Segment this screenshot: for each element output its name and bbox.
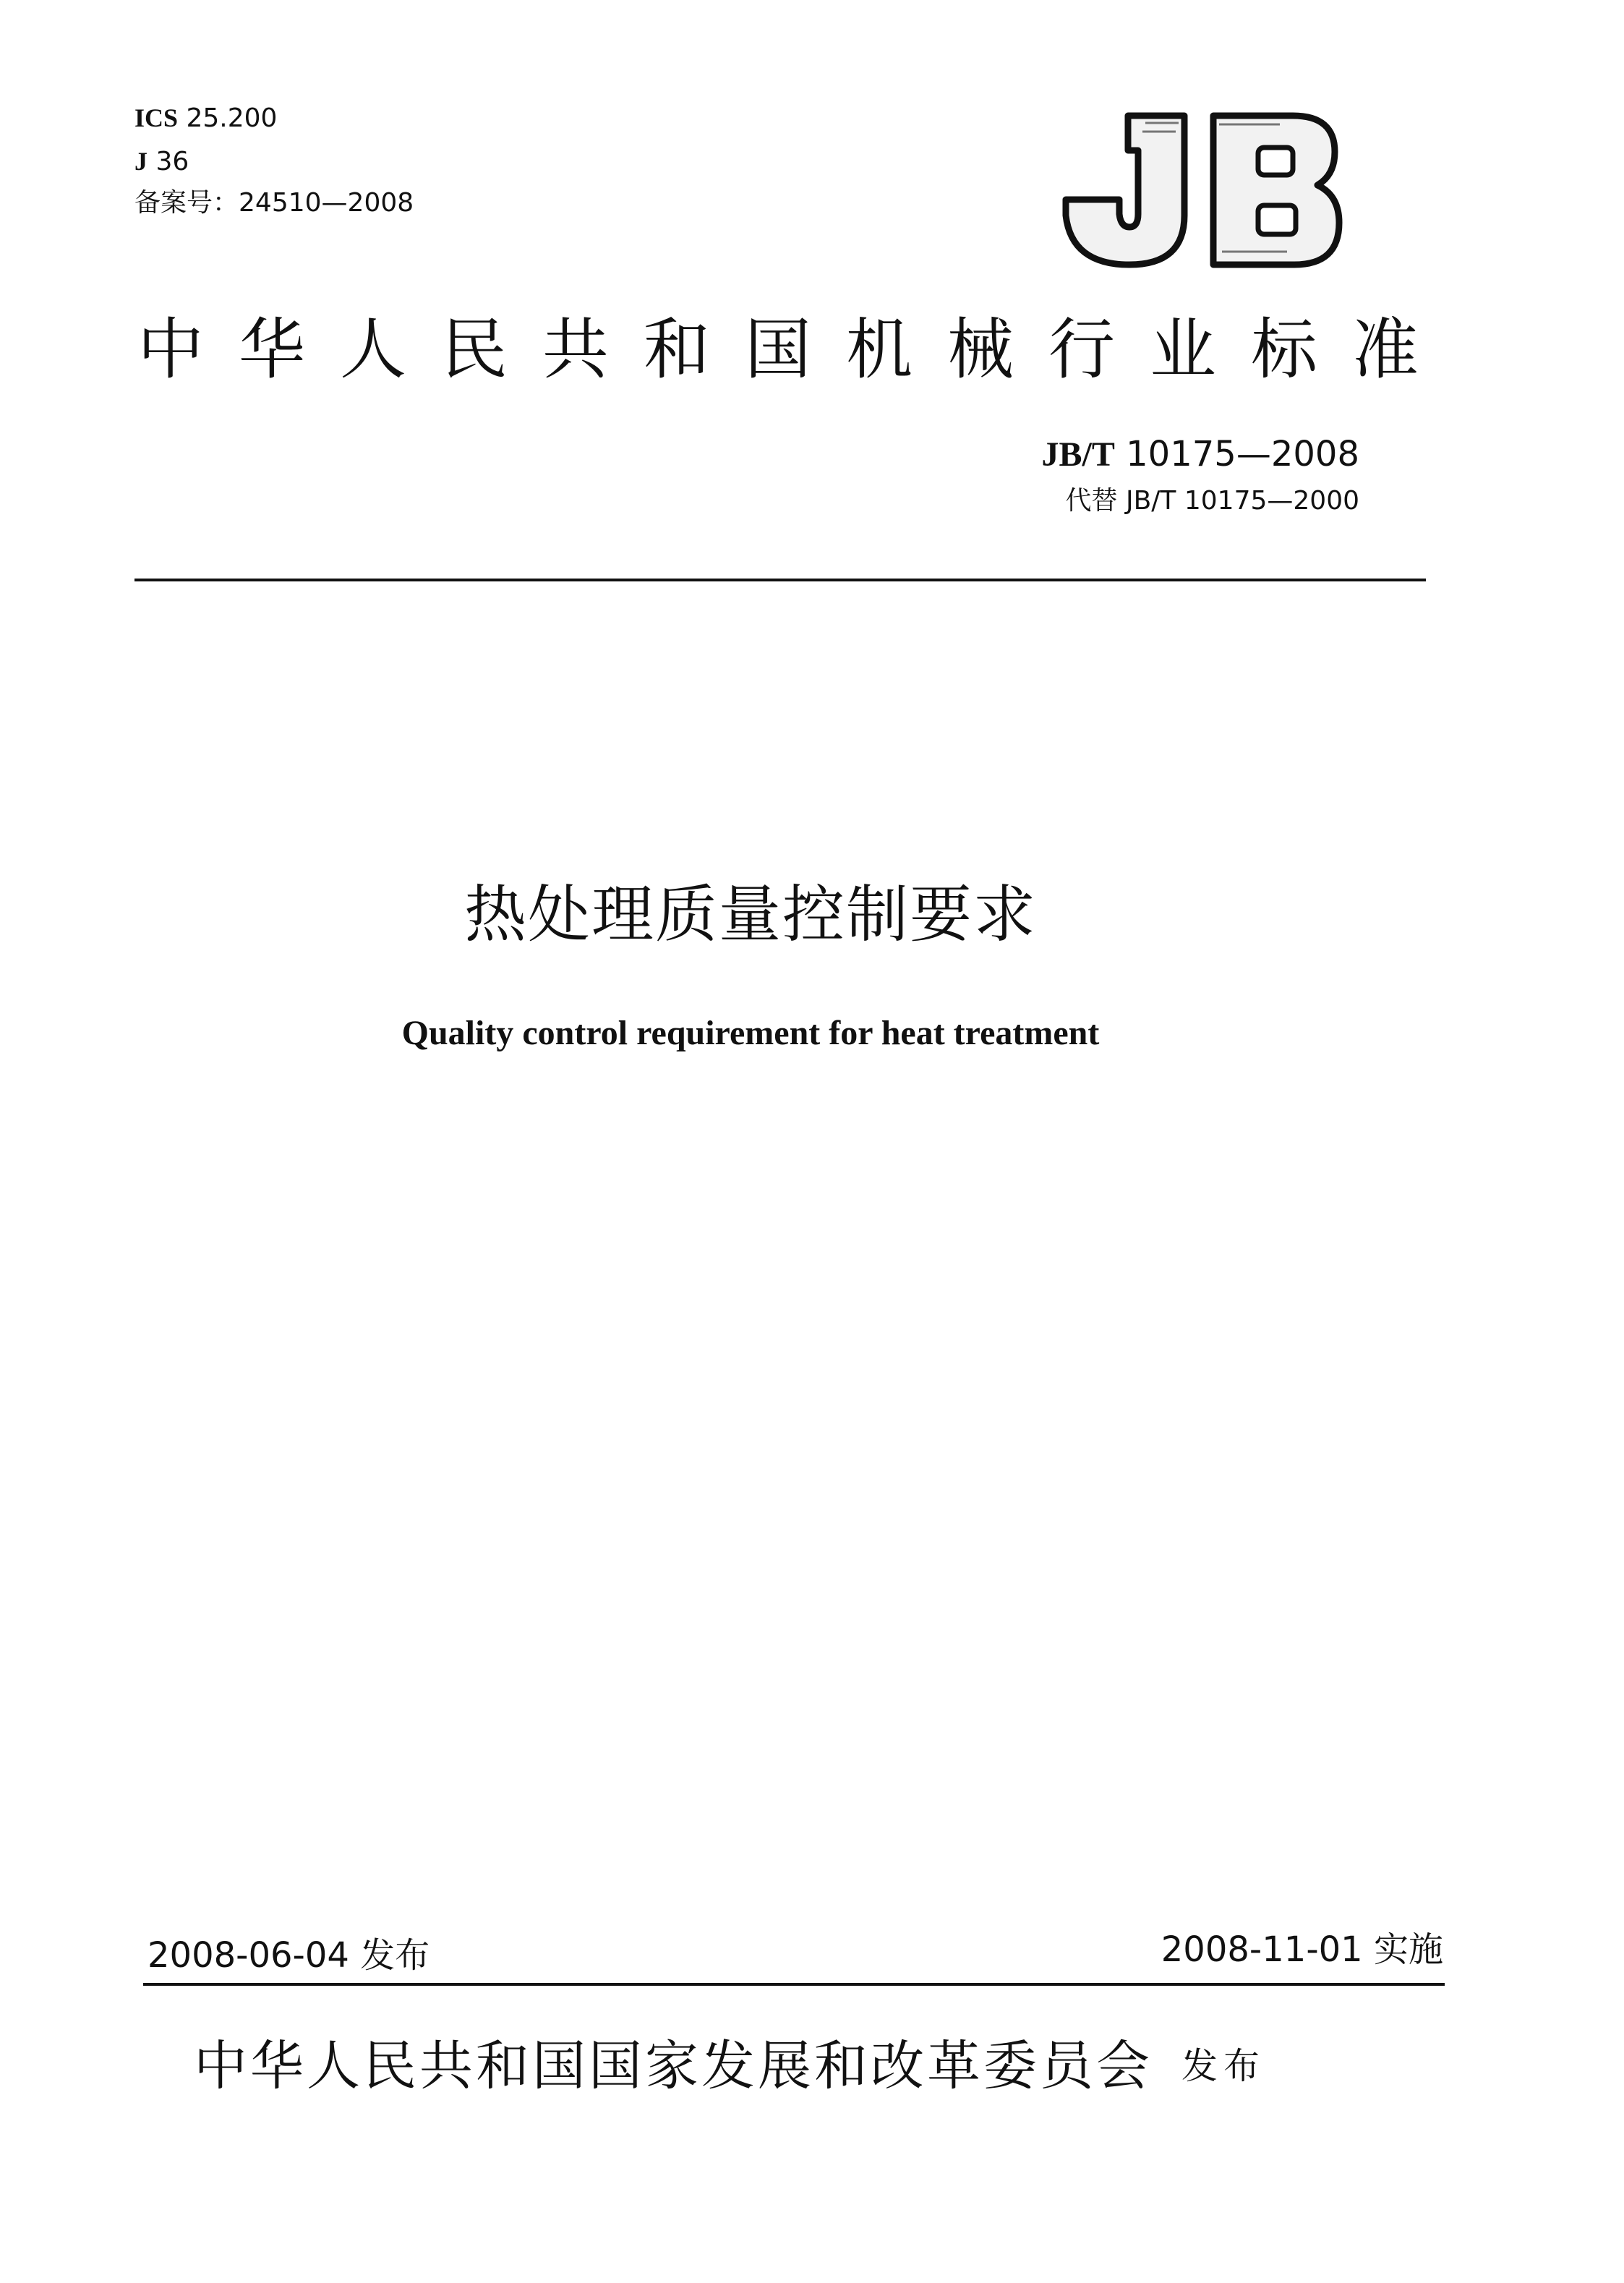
j-line [134,148,189,175]
implementation-date [1161,1929,1443,1970]
replaces-number: 10175—2000 [1184,486,1359,516]
header-divider [134,579,1426,581]
standard-number-prefix: JB/T [1041,435,1115,474]
publisher-suffix: 发布 [1181,2045,1265,2087]
issue-date [148,1935,430,1976]
ics-label: ICS [134,103,179,132]
document-title-cn: 热处理质量控制要求 [464,879,1037,951]
publisher-line [194,2035,1265,2097]
standard-number-value: 10175—2008 [1126,434,1359,474]
footer-divider [143,1983,1445,1986]
document-title-en: Quality control requirement for heat treatment [401,1014,1100,1052]
ics-code: 25.200 [186,103,278,133]
record-line [134,190,414,216]
standard-category-title: 中华人民共和国机械行业标准 [137,311,1454,388]
issue-date-label: 发布 [360,1935,430,1976]
jb-logo [1041,107,1345,273]
j-label: J [134,147,148,176]
standard-number [1041,434,1360,474]
implementation-date-value: 2008-11-01 [1161,1929,1363,1970]
replaces-label: 代替 [1065,486,1118,516]
replaces-prefix: JB/T [1125,486,1176,516]
issue-date-value: 2008-06-04 [148,1935,349,1976]
record-label: 备案号： [134,188,239,218]
implementation-date-label: 实施 [1373,1929,1443,1970]
ics-line [134,105,277,132]
publisher-name: 中华人民共和国国家发展和改革委员会 [194,2035,1153,2097]
record-number: 24510—2008 [239,188,414,218]
j-code: 36 [155,147,189,176]
replaces-line [1066,488,1360,514]
